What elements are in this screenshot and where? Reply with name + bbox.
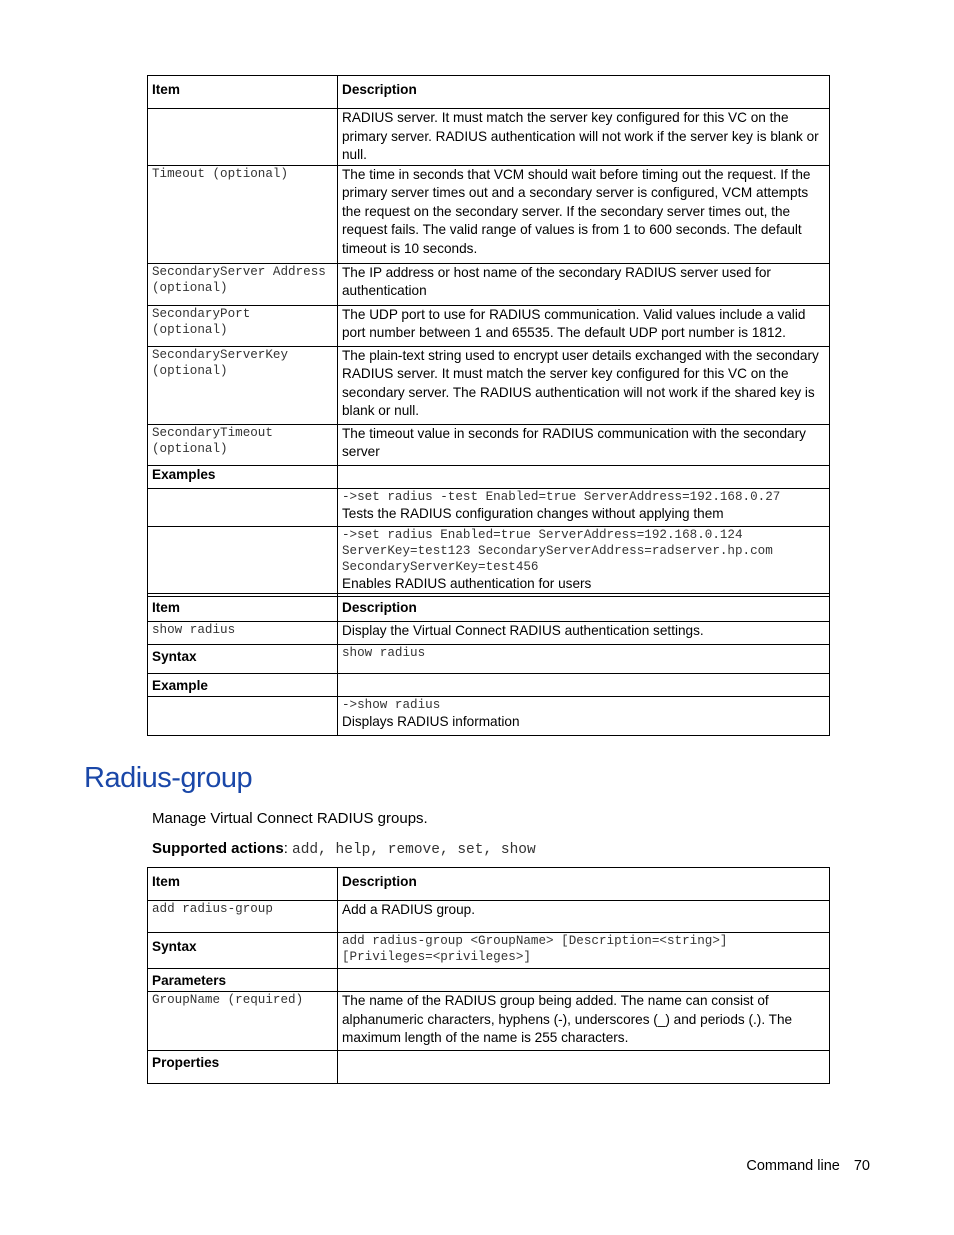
header-item: Item xyxy=(148,868,338,901)
page-footer xyxy=(746,1158,870,1174)
example-label: Example xyxy=(148,674,338,697)
item-cell: SecondaryServer Address (optional) xyxy=(148,263,338,305)
example-command: ->show radius xyxy=(342,698,441,712)
header-description: Description xyxy=(338,76,830,109)
syntax-label: Syntax xyxy=(148,645,338,674)
example-cell xyxy=(338,488,830,526)
example-caption: Displays RADIUS information xyxy=(342,714,520,729)
item-cell: add radius-group xyxy=(148,901,338,933)
description-cell: The UDP port to use for RADIUS communication. Valid values include a valid port number between 1 and 65535. The default UDP port number is 1812. xyxy=(338,305,830,346)
supported-actions xyxy=(152,840,536,858)
page-number: 70 xyxy=(853,1158,870,1174)
example-cell xyxy=(338,526,830,596)
section-description: Manage Virtual Connect RADIUS groups. xyxy=(152,810,428,827)
radius-group-table xyxy=(147,867,830,1084)
description-cell: The timeout value in seconds for RADIUS communication with the secondary server xyxy=(338,424,830,465)
header-description: Description xyxy=(338,868,830,901)
example-cell xyxy=(338,697,830,736)
item-cell: Timeout (optional) xyxy=(148,165,338,263)
supported-actions-label: Supported actions xyxy=(152,840,284,857)
description-cell: The IP address or host name of the secondary RADIUS server used for authentication xyxy=(338,263,830,305)
item-cell xyxy=(148,109,338,166)
header-item: Item xyxy=(148,76,338,109)
item-cell: SecondaryPort (optional) xyxy=(148,305,338,346)
description-cell: The name of the RADIUS group being added. The name can consist of alphanumeric characters, hyphens (-), underscores (_) and periods (.). The maximum length of the name is 255 characters. xyxy=(338,992,830,1051)
example-command: ->set radius Enabled=true ServerAddress=192.168.0.124 ServerKey=test123 SecondaryServerAddress=radserver.hp.com SecondaryServerKey=test456 xyxy=(342,527,773,574)
examples-label: Examples xyxy=(148,465,338,488)
footer-section: Command line xyxy=(746,1158,840,1174)
description-cell: Display the Virtual Connect RADIUS authentication settings. xyxy=(338,622,830,645)
header-item: Item xyxy=(148,594,338,622)
description-cell: The time in seconds that VCM should wait before timing out the request. If the primary server times out and a secondary server is configured, VCM attempts the request on the secondary server. If the secondary server times out, the request fails. The valid range of values is from 1 to 600 seconds. The default timeout is 10 seconds. xyxy=(338,165,830,263)
description-cell: Add a RADIUS group. xyxy=(338,901,830,933)
parameters-label: Parameters xyxy=(148,969,338,992)
syntax-value: show radius xyxy=(338,645,830,674)
example-command: ->set radius -test Enabled=true ServerAddress=192.168.0.27 xyxy=(342,489,781,504)
header-description: Description xyxy=(338,594,830,622)
item-cell: show radius xyxy=(148,622,338,645)
supported-actions-separator: : xyxy=(283,840,293,857)
radius-set-table xyxy=(147,75,830,597)
item-cell: GroupName (required) xyxy=(148,992,338,1051)
show-radius-table xyxy=(147,593,830,736)
properties-label: Properties xyxy=(148,1051,338,1084)
example-caption: Enables RADIUS authentication for users xyxy=(342,575,592,591)
section-title: Radius-group xyxy=(84,762,253,794)
item-cell: SecondaryServerKey (optional) xyxy=(148,346,338,424)
syntax-value: add radius-group <GroupName> [Description=<string>] [Privileges=<privileges>] xyxy=(338,933,830,969)
syntax-label: Syntax xyxy=(148,933,338,969)
description-cell: The plain-text string used to encrypt user details exchanged with the secondary RADIUS server. It must match the server key configured for this VC on the secondary server. The RADIUS authentication will not work if the shared key is blank or null. xyxy=(338,346,830,424)
example-caption: Tests the RADIUS configuration changes without applying them xyxy=(342,505,724,521)
description-cell: RADIUS server. It must match the server key configured for this VC on the primary server. RADIUS authentication will not work if the server key is blank or null. xyxy=(338,109,830,166)
item-cell: SecondaryTimeout (optional) xyxy=(148,424,338,465)
supported-actions-list: add, help, remove, set, show xyxy=(292,842,536,858)
